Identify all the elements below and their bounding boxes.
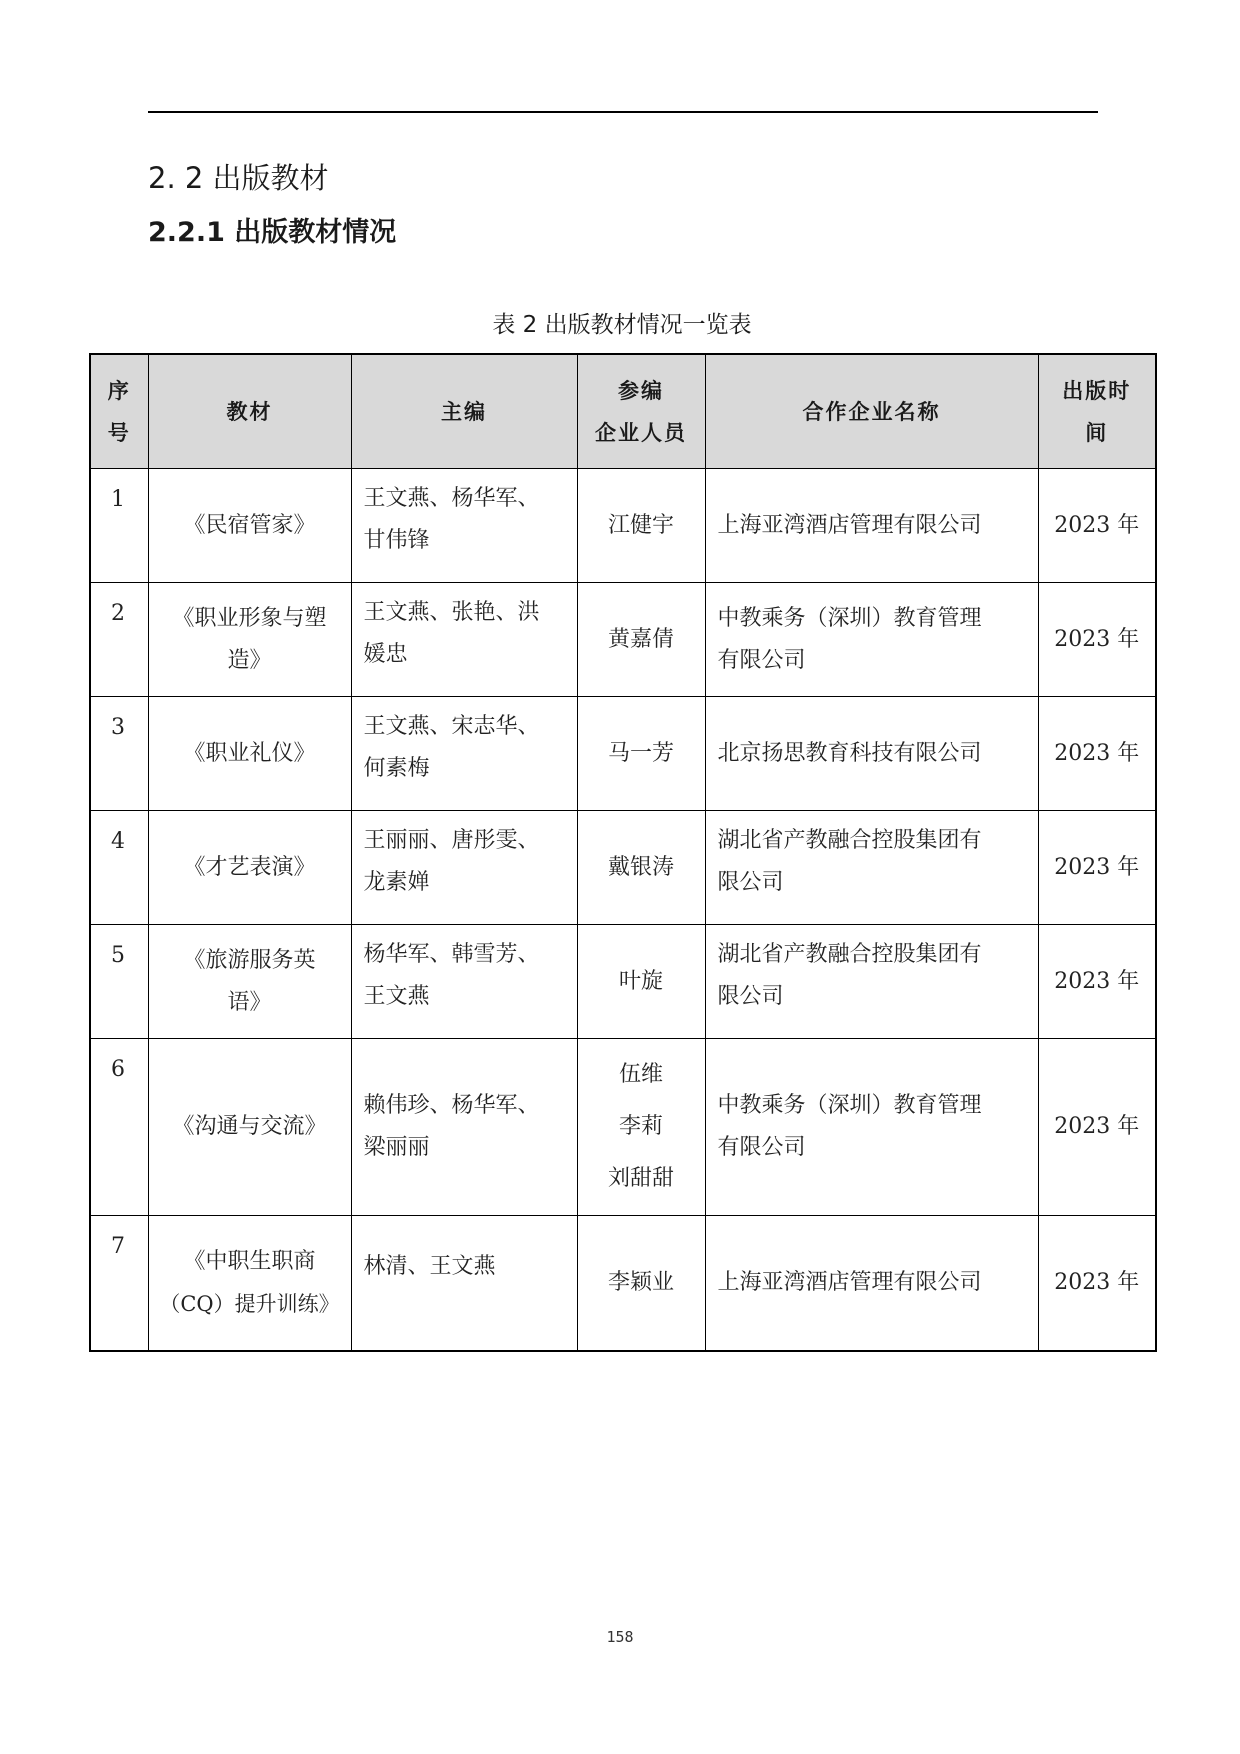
book-line: 《沟通与交流》	[172, 1114, 327, 1139]
cell-editors	[351, 469, 577, 583]
editors-line: 王文燕、张艳、洪	[363, 600, 540, 625]
cell-company	[705, 811, 1038, 925]
staff-line: 李莉	[618, 1114, 663, 1139]
cell-book	[148, 811, 351, 925]
cell-year: 2023 年	[1038, 811, 1156, 925]
cell-staff	[577, 811, 705, 925]
staff-line: 江健宇	[607, 512, 674, 538]
company-line: 有限公司	[717, 1135, 806, 1160]
table-row	[90, 1216, 1156, 1352]
staff-line: 叶旋	[618, 968, 663, 994]
cell-book	[148, 1039, 351, 1216]
cell-no: 5	[90, 925, 148, 1039]
staff-line: 黄嘉倩	[607, 626, 674, 652]
book-line: 《职业礼仪》	[183, 740, 316, 766]
book-line: 《才艺表演》	[183, 854, 316, 880]
header-year	[1038, 354, 1156, 469]
cell-staff	[577, 1039, 705, 1216]
company-line: 上海亚湾酒店管理有限公司	[717, 1270, 982, 1295]
company-line: 限公司	[717, 984, 784, 1009]
book-line: 《旅游服务英	[183, 947, 316, 973]
company-line: 中教乘务（深圳）教育管理	[717, 1093, 982, 1118]
staff-line: 戴银涛	[607, 854, 674, 880]
header-year-line-1: 出版时	[1062, 377, 1132, 403]
book-line: 《中职生职商	[183, 1249, 316, 1274]
book-line: 《民宿管家》	[183, 512, 316, 538]
cell-editors	[351, 697, 577, 811]
header-no-line-2: 号	[107, 419, 131, 445]
editors-line: 王文燕	[363, 984, 430, 1009]
header-staff-line-2: 企业人员	[595, 419, 687, 445]
cell-company	[705, 697, 1038, 811]
table-row	[90, 583, 1156, 697]
editors-line: 王丽丽、唐彤雯、	[363, 828, 540, 853]
header-company: 合作企业名称	[705, 354, 1038, 469]
staff-line: 马一芳	[607, 740, 674, 766]
cell-editors	[351, 1216, 577, 1352]
page-number: 158	[606, 1628, 634, 1646]
editors-line: 王文燕、杨华军、	[363, 486, 540, 511]
cell-no: 7	[90, 1216, 148, 1352]
company-line: 北京扬思教育科技有限公司	[717, 740, 982, 766]
table-row	[90, 925, 1156, 1039]
editors-line: 林清、王文燕	[363, 1254, 496, 1279]
cell-no: 1	[90, 469, 148, 583]
editors-line: 龙素婵	[363, 870, 430, 895]
cell-book	[148, 1216, 351, 1352]
header-book: 教材	[148, 354, 351, 469]
cell-book	[148, 583, 351, 697]
table-row	[90, 811, 1156, 925]
header-staff-line-1: 参编	[618, 377, 664, 403]
company-line: 有限公司	[717, 647, 806, 673]
book-line: （CQ）提升训练》	[159, 1292, 340, 1316]
table-row	[90, 697, 1156, 811]
cell-staff	[577, 1216, 705, 1352]
cell-no: 2	[90, 583, 148, 697]
table-row	[90, 469, 1156, 583]
company-line: 湖北省产教融合控股集团有	[717, 942, 982, 967]
company-line: 限公司	[717, 870, 784, 895]
cell-company	[705, 925, 1038, 1039]
cell-book	[148, 697, 351, 811]
header-no-line-1: 序	[107, 377, 131, 403]
cell-company	[705, 1039, 1038, 1216]
staff-line: 李颖业	[607, 1270, 674, 1295]
cell-no: 4	[90, 811, 148, 925]
cell-staff	[577, 697, 705, 811]
subsection-title: 2.2.1 出版教材情况	[148, 217, 397, 248]
table-caption: 表 2 出版教材情况一览表	[492, 312, 752, 338]
staff-line: 伍维	[618, 1062, 663, 1087]
book-line: 《职业形象与塑	[172, 605, 327, 631]
cell-year: 2023 年	[1038, 925, 1156, 1039]
cell-year: 2023 年	[1038, 1039, 1156, 1216]
staff-line: 刘甜甜	[607, 1166, 674, 1191]
cell-year: 2023 年	[1038, 1216, 1156, 1352]
editors-line: 媛忠	[363, 642, 408, 667]
cell-editors	[351, 1039, 577, 1216]
textbook-table	[89, 353, 1157, 1352]
header-editors: 主编	[351, 354, 577, 469]
cell-editors	[351, 925, 577, 1039]
cell-book	[148, 469, 351, 583]
editors-line: 何素梅	[363, 756, 430, 781]
company-line: 湖北省产教融合控股集团有	[717, 828, 982, 853]
cell-book	[148, 925, 351, 1039]
cell-company	[705, 583, 1038, 697]
editors-line: 杨华军、韩雪芳、	[363, 942, 540, 967]
header-no	[90, 354, 148, 469]
editors-line: 甘伟锋	[363, 528, 430, 553]
editors-line: 赖伟珍、杨华军、	[363, 1093, 540, 1118]
book-line: 语》	[227, 989, 272, 1015]
cell-year: 2023 年	[1038, 583, 1156, 697]
section-title: 2. 2 出版教材	[148, 161, 329, 195]
cell-staff	[577, 925, 705, 1039]
cell-year: 2023 年	[1038, 697, 1156, 811]
cell-company	[705, 1216, 1038, 1352]
header-staff	[577, 354, 705, 469]
cell-no: 6	[90, 1039, 148, 1216]
company-line: 中教乘务（深圳）教育管理	[717, 605, 982, 631]
cell-year: 2023 年	[1038, 469, 1156, 583]
header-year-line-2: 间	[1085, 419, 1109, 445]
cell-editors	[351, 811, 577, 925]
editors-line: 王文燕、宋志华、	[363, 714, 540, 739]
cell-company	[705, 469, 1038, 583]
table-row	[90, 1039, 1156, 1216]
table-header-row	[90, 354, 1156, 469]
book-line: 造》	[227, 647, 272, 673]
header-rule	[148, 111, 1098, 113]
editors-line: 梁丽丽	[363, 1135, 430, 1160]
cell-staff	[577, 583, 705, 697]
cell-no: 3	[90, 697, 148, 811]
cell-editors	[351, 583, 577, 697]
cell-staff	[577, 469, 705, 583]
company-line: 上海亚湾酒店管理有限公司	[717, 512, 982, 538]
